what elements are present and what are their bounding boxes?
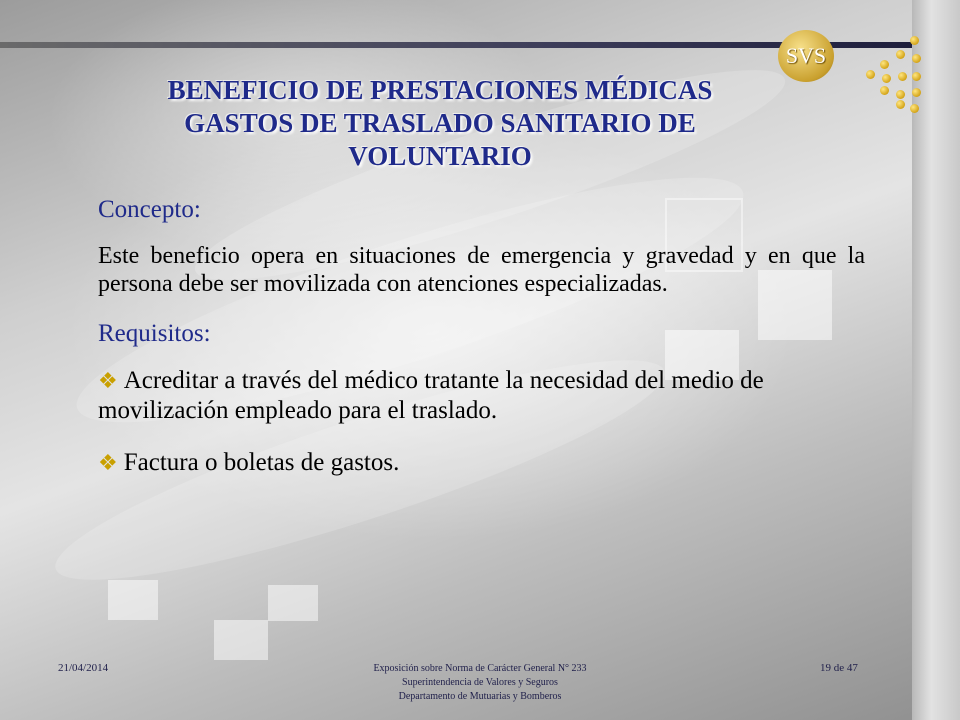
requirement-text: Factura o boletas de gastos.: [123, 449, 400, 476]
decorative-dot: [896, 90, 905, 99]
requirement-text: Acreditar a través del médico tratante la necesidad del medio de movilización empleado para el traslado.: [98, 367, 764, 424]
diamond-bullet-icon: ❖: [98, 368, 118, 393]
decorative-dot: [912, 72, 921, 81]
decorative-dot: [866, 70, 875, 79]
svs-logo: [778, 30, 834, 82]
footer-line-3: Departamento de Mutuarias y Bomberos: [398, 691, 562, 702]
decorative-dot: [898, 72, 907, 81]
title-line-2: GASTOS DE TRASLADO SANITARIO DE: [184, 108, 696, 138]
decorative-dot: [912, 54, 921, 63]
decorative-square: [108, 580, 158, 620]
concept-text: Este beneficio opera en situaciones de emergencia y gravedad y en que la persona debe ser movilizada con atenciones especializadas.: [98, 243, 865, 297]
decorative-dot: [910, 36, 919, 45]
page-number: 19 de 47: [820, 662, 858, 674]
requirements-heading: Requisitos:: [98, 320, 211, 347]
slide-title: [100, 74, 780, 173]
footer-line-2: Superintendencia de Valores y Seguros: [402, 677, 558, 688]
decorative-dot: [882, 74, 891, 83]
decorative-square: [214, 620, 268, 660]
decorative-square: [268, 585, 318, 621]
decorative-dot: [912, 88, 921, 97]
right-decorative-panel: [912, 0, 960, 720]
decorative-dot: [880, 60, 889, 69]
footer-date: 21/04/2014: [58, 662, 109, 674]
footer-line-1: Exposición sobre Norma de Carácter General N° 233: [373, 663, 587, 674]
logo-text: SVS: [785, 43, 827, 68]
decorative-dot: [896, 100, 905, 109]
footer-info: [300, 662, 660, 704]
title-line-1: BENEFICIO DE PRESTACIONES MÉDICAS: [167, 75, 713, 105]
slide-content: [98, 196, 865, 500]
diamond-bullet-icon: ❖: [98, 450, 118, 475]
title-line-3: VOLUNTARIO: [348, 141, 532, 171]
decorative-dot: [880, 86, 889, 95]
concept-heading: Concepto:: [98, 196, 201, 223]
top-accent-bar: [0, 42, 912, 48]
requirement-item: [98, 448, 865, 478]
decorative-dot: [896, 50, 905, 59]
requirement-item: [98, 366, 865, 426]
decorative-dot: [910, 104, 919, 113]
